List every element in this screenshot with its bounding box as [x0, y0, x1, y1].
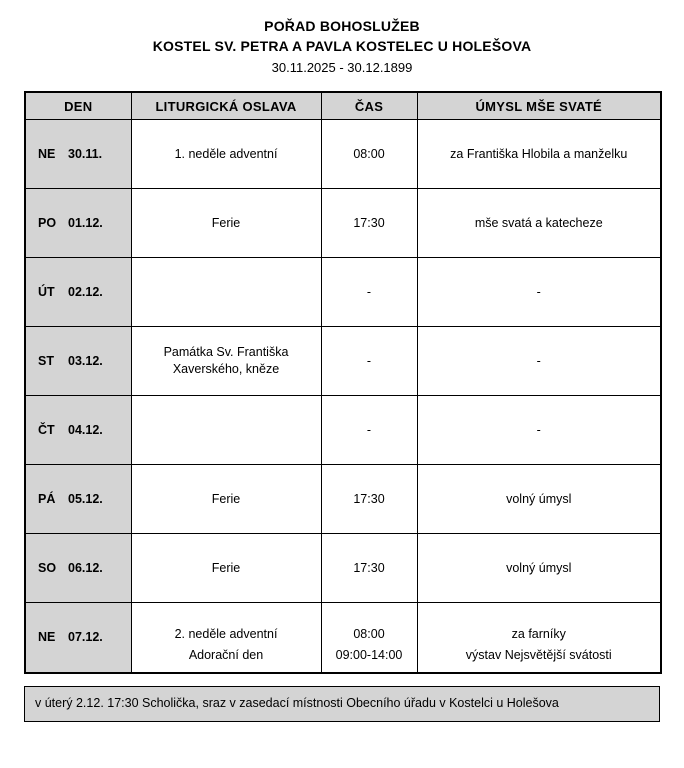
day-date: 01.12. — [68, 216, 103, 231]
day-cell — [25, 327, 131, 396]
column-header-cas: ČAS — [321, 92, 417, 120]
table-row — [25, 189, 661, 258]
title-line-1: POŘAD BOHOSLUŽEB — [264, 18, 420, 34]
day-date: 06.12. — [68, 561, 103, 576]
celebration-cell: 2. neděle adventní — [131, 603, 321, 647]
day-weekday: ST — [38, 354, 54, 369]
footer-note: v úterý 2.12. 17:30 Scholička, sraz v zasedací místnosti Obecního úřadu v Kostelci u Holešova — [24, 686, 660, 723]
time-cell: - — [321, 258, 417, 327]
day-cell — [25, 396, 131, 465]
time-cell: 17:30 — [321, 465, 417, 534]
celebration-cell — [131, 396, 321, 465]
table-row — [25, 120, 661, 189]
date-range: 30.11.2025 - 30.12.1899 — [271, 59, 413, 75]
table-row — [25, 258, 661, 327]
table-row — [25, 603, 661, 647]
title-line-2: KOSTEL SV. PETRA A PAVLA KOSTELEC U HOLEŠOVA — [152, 38, 532, 55]
intention-cell: za farníky — [417, 603, 661, 647]
table-row — [25, 465, 661, 534]
day-date: 03.12. — [68, 354, 103, 369]
day-weekday: NE — [38, 147, 56, 162]
day-cell — [25, 603, 131, 673]
document-header — [24, 16, 660, 77]
day-date: 05.12. — [68, 492, 103, 507]
celebration-cell — [131, 258, 321, 327]
intention-cell: volný úmysl — [417, 465, 661, 534]
day-weekday: SO — [38, 561, 57, 576]
day-weekday: ČT — [38, 423, 55, 438]
table-row — [25, 534, 661, 603]
intention-cell: - — [417, 396, 661, 465]
intention-cell: mše svatá a katecheze — [417, 189, 661, 258]
column-header-liturgicka-oslava: LITURGICKÁ OSLAVA — [131, 92, 321, 120]
day-weekday: ÚT — [38, 285, 55, 300]
intention-cell: - — [417, 327, 661, 396]
celebration-cell: Památka Sv. Františka Xaverského, kněze — [131, 327, 321, 396]
table-row — [25, 327, 661, 396]
celebration-cell: Ferie — [131, 189, 321, 258]
celebration-cell: Ferie — [131, 465, 321, 534]
time-cell: 08:00 — [321, 603, 417, 647]
time-cell: 08:00 — [321, 120, 417, 189]
day-cell — [25, 258, 131, 327]
table-body — [25, 120, 661, 673]
time-cell: - — [321, 327, 417, 396]
intention-cell: za Františka Hlobila a manželku — [417, 120, 661, 189]
time-cell: 17:30 — [321, 189, 417, 258]
day-cell — [25, 534, 131, 603]
day-cell — [25, 465, 131, 534]
day-weekday: PO — [38, 216, 57, 231]
day-cell — [25, 120, 131, 189]
celebration-cell: Ferie — [131, 534, 321, 603]
time-cell: 17:30 — [321, 534, 417, 603]
intention-cell: - — [417, 258, 661, 327]
time-cell: - — [321, 396, 417, 465]
table-row — [25, 396, 661, 465]
celebration-cell: 1. neděle adventní — [131, 120, 321, 189]
day-date: 07.12. — [68, 630, 103, 645]
day-date: 04.12. — [68, 423, 103, 438]
intention-cell: výstav Nejsvětější svátosti — [417, 647, 661, 673]
schedule-table — [24, 91, 662, 674]
column-header-den: DEN — [25, 92, 131, 120]
table-header — [25, 92, 661, 120]
day-date: 02.12. — [68, 285, 103, 300]
intention-cell: volný úmysl — [417, 534, 661, 603]
day-cell — [25, 189, 131, 258]
column-header-umysl-mse-svate: ÚMYSL MŠE SVATÉ — [417, 92, 661, 120]
day-weekday: PÁ — [38, 492, 56, 507]
day-date: 30.11. — [68, 147, 103, 162]
celebration-cell: Adorační den — [131, 647, 321, 673]
table-header-row — [25, 92, 661, 120]
time-cell: 09:00-14:00 — [321, 647, 417, 673]
day-weekday: NE — [38, 630, 56, 645]
